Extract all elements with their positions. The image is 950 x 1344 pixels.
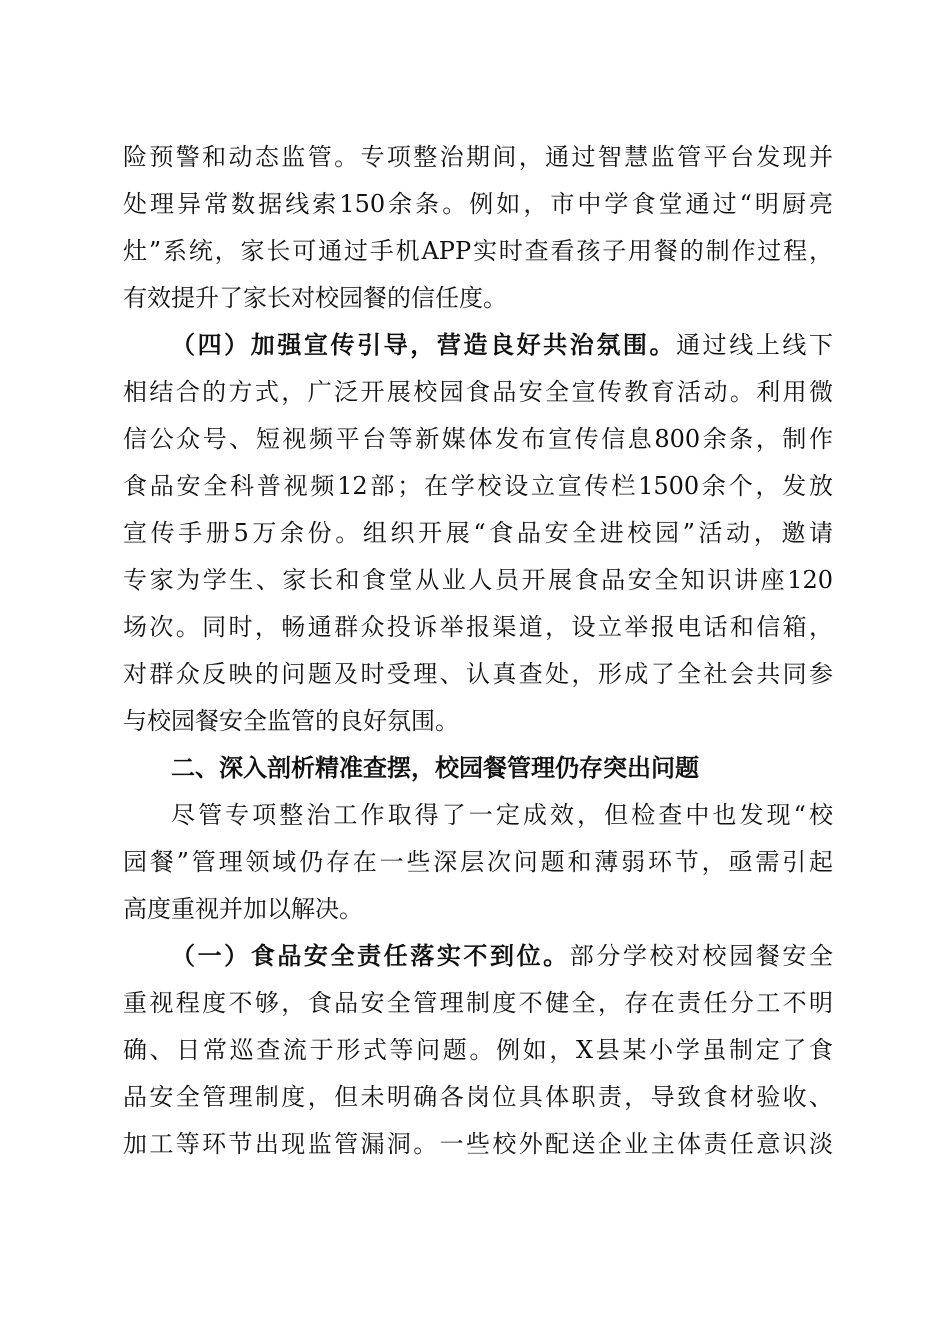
paragraph-heading: （四）加强宣传引导，营造良好共治氛围。 <box>171 331 677 359</box>
text-line: 品安全管理制度，但未明确各岗位具体职责，导致食材验收、 <box>123 1083 833 1111</box>
text-line: 高度重视并加以解决。 <box>123 895 363 923</box>
text-line: 宣传手册5万余份。组织开展“食品安全进校园”活动，邀请 <box>123 519 833 547</box>
text-line: 食品安全科普视频12部；在学校设立宣传栏1500余个，发放 <box>123 472 833 500</box>
text-line: 险预警和动态监管。专项整治期间，通过智慧监管平台发现并 <box>123 143 833 171</box>
text-line: 处理异常数据线索150余条。例如，市中学食堂通过“明厨亮 <box>123 190 833 218</box>
text-line: 与校园餐安全监管的良好氛围。 <box>123 707 459 735</box>
text-run: 部分学校对校园餐安全 <box>569 942 833 970</box>
text-line: 确、日常巡查流于形式等问题。例如，X县某小学虽制定了食 <box>123 1036 833 1064</box>
text-line: 专家为学生、家长和食堂从业人员开展食品安全知识讲座120 <box>123 566 833 594</box>
text-line: 有效提升了家长对校园餐的信任度。 <box>123 284 507 312</box>
paragraph-problems-intro <box>123 792 833 933</box>
paragraph-publicity <box>123 322 833 745</box>
text-line: 园餐”管理领域仍存在一些深层次问题和薄弱环节，亟需引起 <box>123 848 833 876</box>
text-line: 加工等环节出现监管漏洞。一些校外配送企业主体责任意识淡 <box>123 1130 833 1158</box>
section-heading: 二、深入剖析精准查摆，校园餐管理仍存突出问题 <box>171 754 699 782</box>
text-line: 重视程度不够，食品安全管理制度不健全，存在责任分工不明 <box>123 989 833 1017</box>
paragraph-heading: （一）食品安全责任落实不到位。 <box>171 942 570 970</box>
text-line: 信公众号、短视频平台等新媒体发布宣传信息800余条，制作 <box>123 425 833 453</box>
text-line: 场次。同时，畅通群众投诉举报渠道，设立举报电话和信箱， <box>123 613 833 641</box>
text-line <box>123 933 833 980</box>
text-line: 对群众反映的问题及时受理、认真查处，形成了全社会共同参 <box>123 660 833 688</box>
text-line: 灶”系统，家长可通过手机APP实时查看孩子用餐的制作过程， <box>123 237 833 265</box>
text-run: 通过线上线下 <box>676 331 834 359</box>
text-line: 相结合的方式，广泛开展校园食品安全宣传教育活动。利用微 <box>123 378 833 406</box>
paragraph-smart-supervision <box>123 134 833 322</box>
text-line <box>123 322 833 369</box>
paragraph-responsibility <box>123 933 833 1168</box>
document-body <box>123 134 833 1168</box>
text-line: 尽管专项整治工作取得了一定成效，但检查中也发现“校 <box>171 801 833 829</box>
